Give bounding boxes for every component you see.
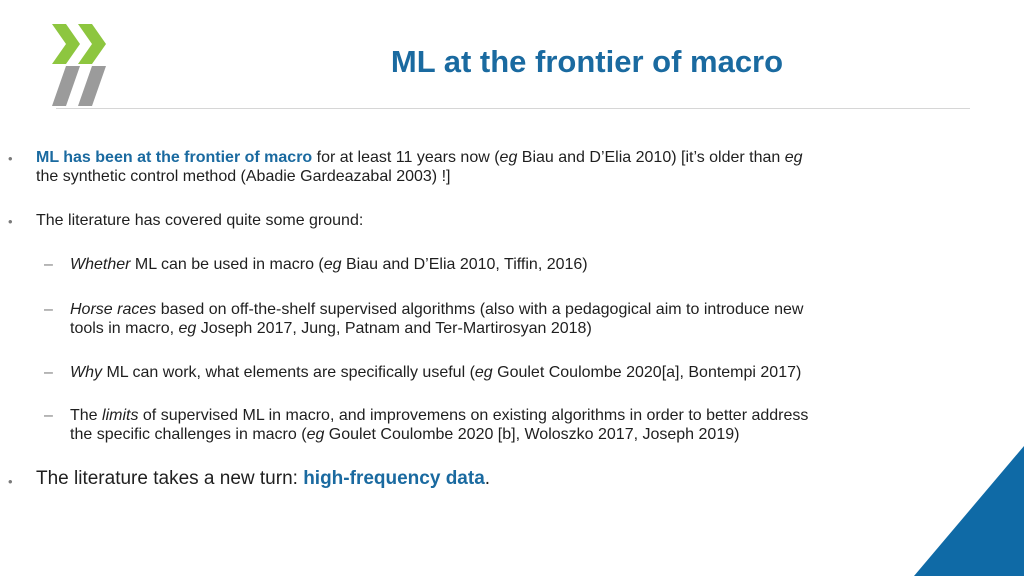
subitem-4-line2-a: the specific challenges in macro (: [70, 426, 307, 443]
subitem-3-text-b: Goulet Coulombe 2020[a], Bontempi 2017): [492, 364, 802, 381]
subitem-3-text-a: ML can work, what elements are specifically useful (: [102, 364, 475, 381]
bullet-1-eg-b: eg: [784, 149, 803, 166]
bullet-3-highlight: high-frequency data: [303, 468, 485, 489]
bullet-1-text-a: for at least 11 years now (: [312, 149, 500, 166]
subitem-3-italic: Why: [70, 364, 102, 381]
bullet-marker: •: [8, 151, 13, 166]
dash-marker: –: [44, 256, 53, 273]
bullet-1-highlight: ML has been at the frontier of macro: [36, 149, 313, 166]
bullet-3-text-a: The literature takes a new turn:: [36, 468, 304, 489]
subitem-4-italic: limits: [102, 407, 139, 424]
bullet-3-text-b: .: [484, 468, 491, 489]
bullet-1-eg-a: eg: [499, 149, 518, 166]
subitem-2-eg: eg: [178, 320, 197, 337]
bullet-marker: •: [8, 214, 13, 229]
subitem-1-text-a: ML can be used in macro (: [130, 256, 324, 273]
subitem-4-eg: eg: [306, 426, 325, 443]
subitem-2-italic: Horse races: [70, 301, 157, 318]
subitem-4-line2-b: Goulet Coulombe 2020 [b], Woloszko 2017, Joseph 2019): [324, 426, 740, 443]
dash-marker: –: [44, 301, 53, 318]
bullet-2-text: The literature has covered quite some ground:: [36, 212, 364, 229]
bullet-marker: •: [8, 474, 13, 489]
dash-marker: –: [44, 407, 53, 424]
dash-marker: –: [44, 364, 53, 381]
subitem-3-eg: eg: [474, 364, 493, 381]
corner-decoration: [914, 446, 1024, 576]
title-divider: [56, 108, 970, 109]
subitem-4-text-a: of supervised ML in macro, and improvemens on existing algorithms in order to better address: [138, 407, 809, 424]
bullet-1-line-2: the synthetic control method (Abadie Gardeazabal 2003) !]: [36, 168, 451, 185]
slide-title: ML at the frontier of macro: [390, 44, 784, 79]
bullet-1-text-b: Biau and D’Elia 2010) [it’s older than: [517, 149, 785, 166]
subitem-2-line2-a: tools in macro,: [70, 320, 179, 337]
oecd-chevron-logo: [52, 24, 112, 106]
subitem-2-line2-b: Joseph 2017, Jung, Patnam and Ter-Martirosyan 2018): [196, 320, 592, 337]
subitem-2-text-a: based on off-the-shelf supervised algorithms (also with a pedagogical aim to introduce new: [156, 301, 804, 318]
subitem-1-eg: eg: [323, 256, 342, 273]
subitem-1-italic: Whether: [70, 256, 131, 273]
subitem-4-pre: The: [70, 407, 103, 424]
subitem-1-text-b: Biau and D’Elia 2010, Tiffin, 2016): [341, 256, 588, 273]
